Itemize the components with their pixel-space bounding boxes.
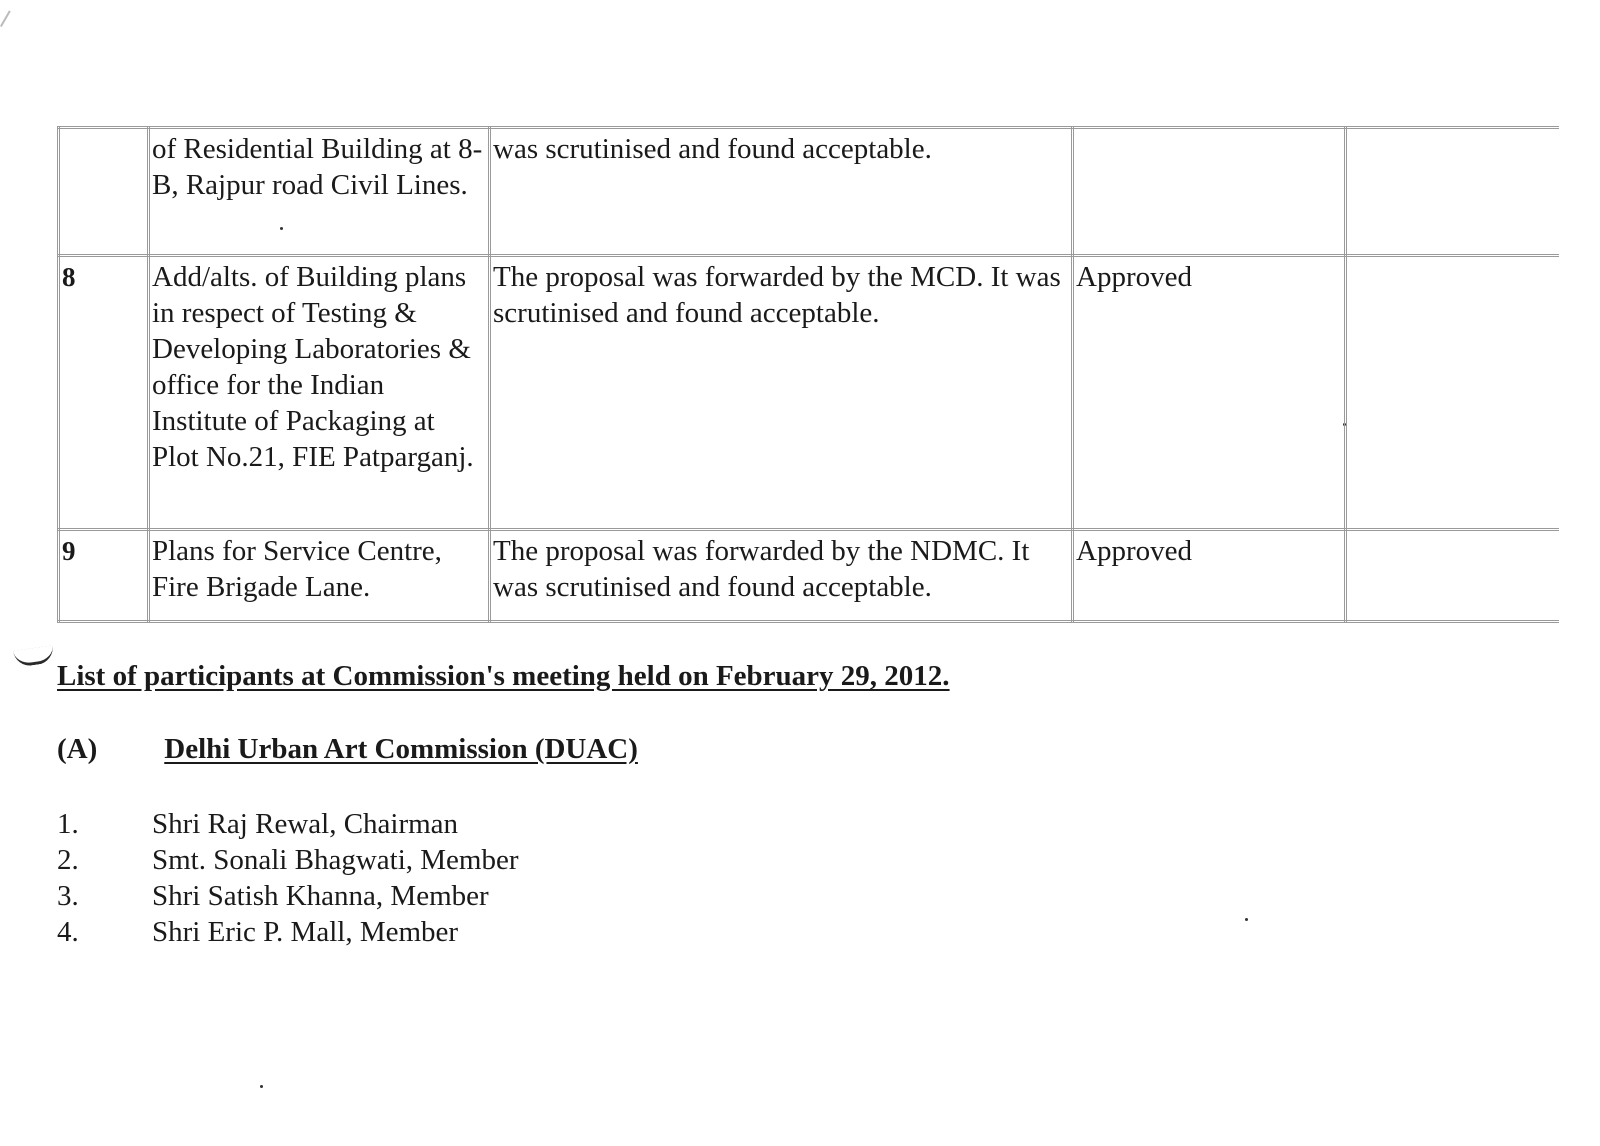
section-a-title: Delhi Urban Art Commission (DUAC) [164, 733, 638, 765]
item-observation: was scrutinised and found acceptable. [490, 128, 1073, 256]
section-a-label: (A) [57, 733, 98, 765]
item-remarks [1346, 256, 1559, 530]
item-remarks [1346, 128, 1559, 256]
item-remarks [1346, 530, 1559, 622]
participants-list [57, 806, 519, 950]
item-observation: The proposal was forwarded by the NDMC. It was scrutinised and found acceptable. [490, 530, 1073, 622]
list-item [57, 914, 519, 950]
participants-heading: List of participants at Commission's meeting held on February 29, 2012. [57, 660, 950, 692]
scan-speck [1245, 918, 1248, 921]
item-subject: of Residential Building at 8-B, Rajpur road Civil Lines. [149, 128, 490, 256]
table-row [59, 256, 1559, 530]
participant-name: Shri Raj Rewal, Chairman [152, 808, 459, 840]
item-subject: Plans for Service Centre, Fire Brigade Lane. [149, 530, 490, 622]
participant-number: 3. [57, 880, 79, 912]
scan-corner-line [0, 10, 11, 27]
item-decision [1073, 128, 1346, 256]
participant-name: Smt. Sonali Bhagwati, Member [152, 844, 519, 876]
agenda-table [57, 126, 1559, 623]
list-item [57, 806, 519, 842]
participant-number: 1. [57, 808, 79, 840]
participant-number: 2. [57, 844, 79, 876]
participant-name: Shri Satish Khanna, Member [152, 880, 489, 912]
table-row [59, 128, 1559, 256]
list-item [57, 842, 519, 878]
item-number [59, 128, 149, 256]
participant-name: Shri Eric P. Mall, Member [152, 916, 459, 948]
item-decision: Approved [1073, 256, 1346, 530]
item-observation: The proposal was forwarded by the MCD. It was scrutinised and found acceptable. [490, 256, 1073, 530]
scan-speck [260, 1085, 263, 1088]
item-number: 8 [59, 256, 149, 530]
list-item [57, 878, 519, 914]
item-subject: Add/alts. of Building plans in respect of Testing & Developing Laboratories & office for the Indian Institute of Packaging at Plot No.21, FIE Patparganj. [149, 256, 490, 530]
table-row [59, 530, 1559, 622]
participant-number: 4. [57, 916, 79, 948]
section-a-heading [57, 733, 638, 766]
item-number: 9 [59, 530, 149, 622]
scan-pen-mark [13, 645, 55, 667]
item-decision: Approved [1073, 530, 1346, 622]
